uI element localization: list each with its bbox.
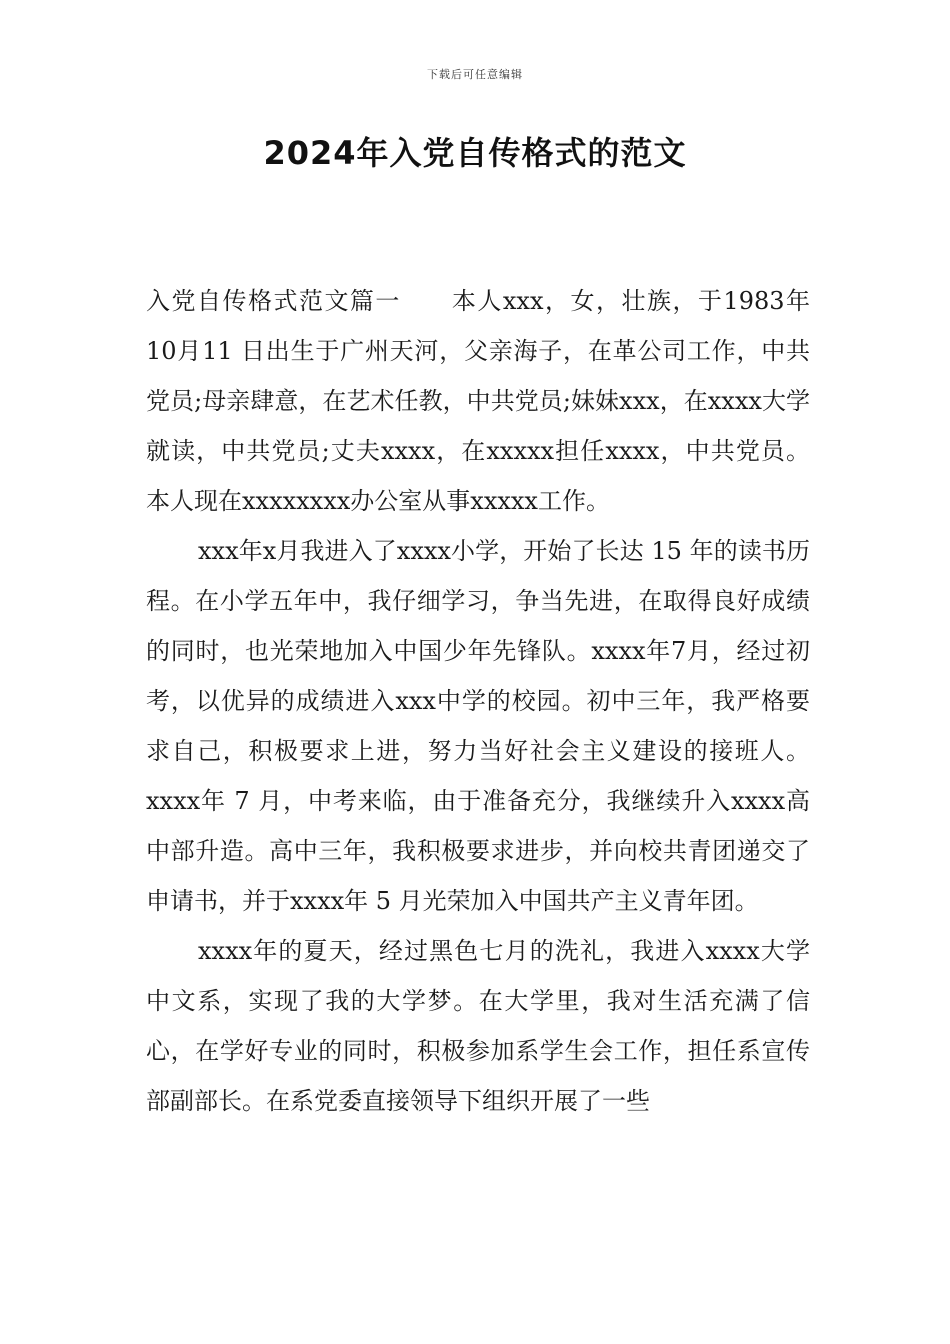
paragraph-1: 入党自传格式范文篇一 本人xxx，女，壮族，于1983年 10月11 日出生于广州天河，父亲海子，在革公司工作，中共党员;母亲肆意，在艺术任教，中共党员;妹妹xxx，在xxxx大学就读，中共党员;丈夫xxxx，在xxxxx担任xxxx，中共党员。本人现在xxxxxxxx办公室从事xxxxx工作。 <box>146 287 810 515</box>
document-title: 2024年入党自传格式的范文 <box>263 134 687 172</box>
document-body <box>146 276 810 1126</box>
header-note: 下载后可任意编辑 <box>427 68 523 81</box>
paragraph-2: xxx年x月我进入了xxxx小学，开始了长达 15 年的读书历程。在小学五年中，我仔细学习，争当先进，在取得良好成绩的同时，也光荣地加入中国少年先锋队。xxxx年7月，经过初考，以优异的成绩进入xxx中学的校园。初中三年，我严格要求自己，积极要求上进，努力当好社会主义建设的接班人。 xxxx年 7 月，中考来临，由于准备充分，我继续升入xxxx高中部升造。高中三年，我积极要求进步，并向校共青团递交了申请书，并于xxxx年 5 月光荣加入中国共产主义青年团。 <box>146 537 810 915</box>
paragraph-3: xxxx年的夏天，经过黑色七月的洗礼，我进入xxxx大学中文系，实现了我的大学梦。在大学里，我对生活充满了信心，在学好专业的同时，积极参加系学生会工作，担任系宣传部副部长。在系党委直接领导下组织开展了一些 <box>146 937 810 1115</box>
